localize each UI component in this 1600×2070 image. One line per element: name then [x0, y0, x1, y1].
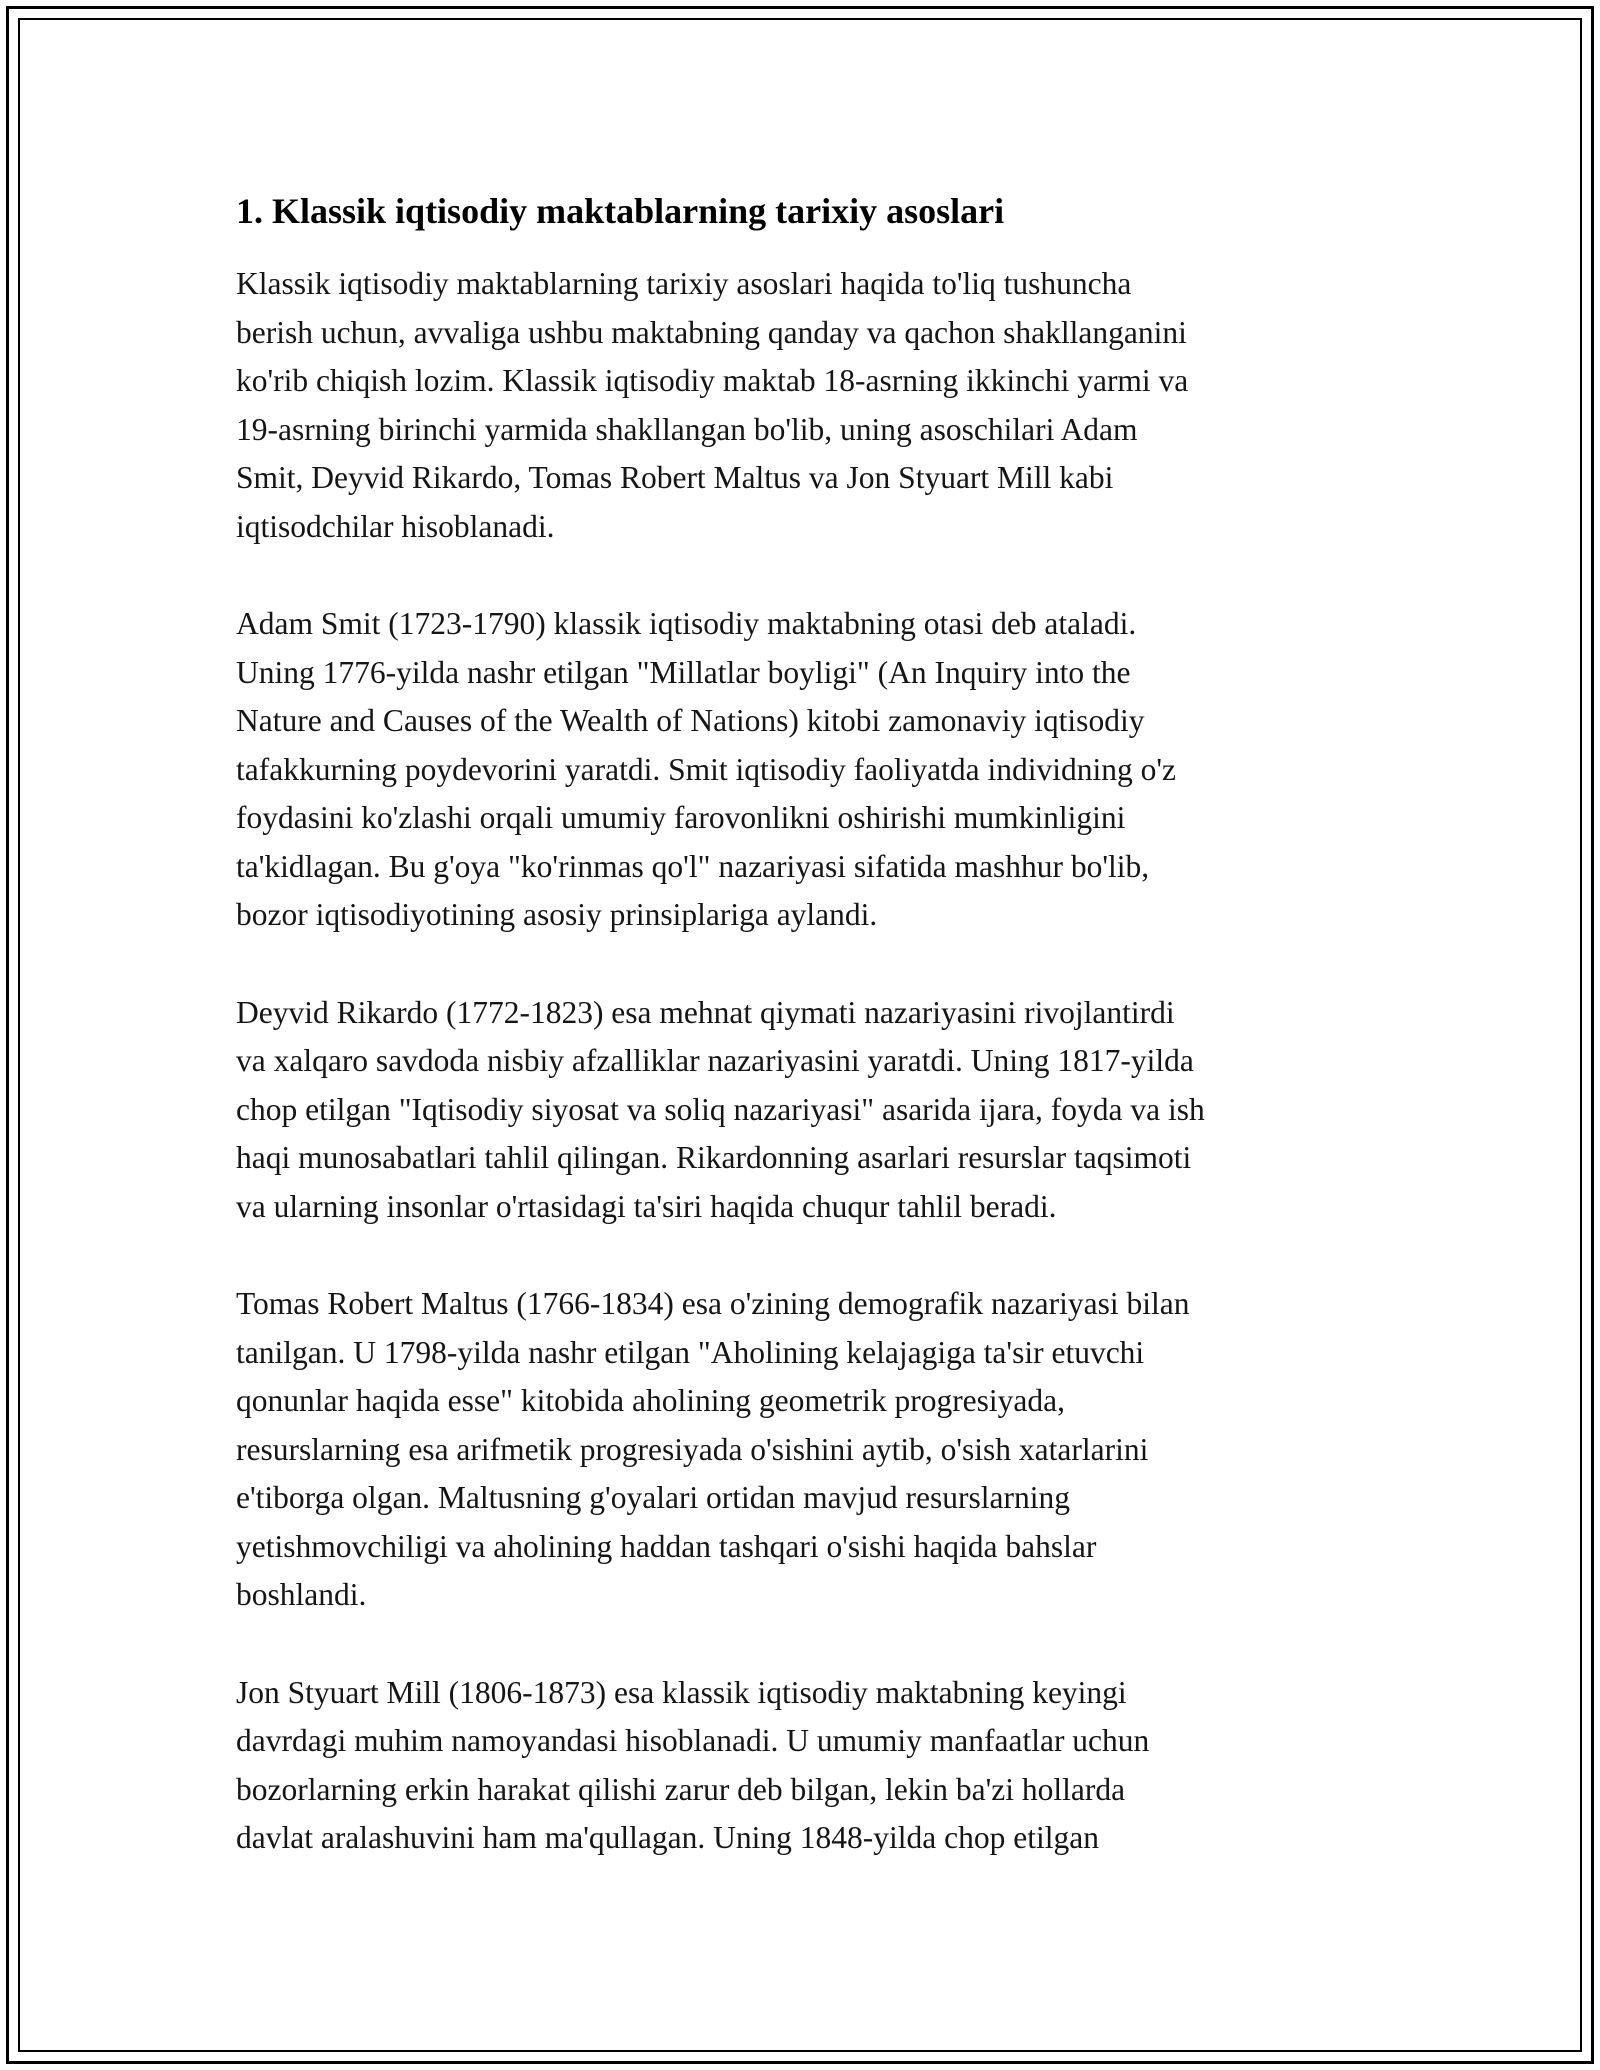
- paragraph-line: resurslarning esa arifmetik progresiyada o'sishini aytib, o'sish xatarlarini: [236, 1431, 1149, 1467]
- paragraph-line: bozor iqtisodiyotining asosiy prinsiplariga aylandi.: [236, 897, 878, 932]
- paragraph-line: haqi munosabatlari tahlil qilingan. Rikardonning asarlari resurslar taqsimoti: [236, 1140, 1192, 1175]
- paragraph: [236, 1280, 1376, 1620]
- paragraph-line: Nature and Causes of the Wealth of Nations) kitobi zamonaviy iqtisodiy: [236, 703, 1145, 738]
- paragraph-line: Adam Smit (1723-1790) klassik iqtisodiy maktabning otasi deb ataladi.: [236, 606, 1137, 641]
- paragraph-line: iqtisodchilar hisoblanadi.: [236, 508, 555, 544]
- paragraph: [236, 1669, 1376, 1863]
- paragraph: [236, 989, 1376, 1232]
- paragraph-line: berish uchun, avvaliga ushbu maktabning qanday va qachon shakllanganini: [236, 314, 1187, 350]
- paragraph-line: va xalqaro savdoda nisbiy afzalliklar nazariyasini yaratdi. Uning 1817-yilda: [236, 1043, 1194, 1078]
- paragraph-line: yetishmovchiligi va aholining haddan tashqari o'sishi haqida bahslar: [236, 1528, 1097, 1564]
- paragraph-line: va ularning insonlar o'rtasidagi ta'siri haqida chuqur tahlil beradi.: [236, 1188, 1057, 1224]
- paragraph-line: boshlandi.: [236, 1577, 367, 1612]
- paragraph-line: davrdagi muhim namoyandasi hisoblanadi. U umumiy manfaatlar uchun: [236, 1723, 1150, 1758]
- paragraph-line: tafakkurning poydevorini yaratdi. Smit iqtisodiy faoliyatda individning o'z: [236, 751, 1177, 787]
- paragraph-line: tanilgan. U 1798-yilda nashr etilgan "Aholining kelajagiga ta'sir etuvchi: [236, 1334, 1145, 1370]
- paragraph-line: chop etilgan "Iqtisodiy siyosat va soliq nazariyasi" asarida ijara, foyda va ish: [236, 1091, 1205, 1127]
- paragraph-line: Klassik iqtisodiy maktablarning tarixiy asoslari haqida to'liq tushuncha: [236, 266, 1132, 301]
- paragraph: [236, 260, 1376, 551]
- paragraph-line: Jon Styuart Mill (1806-1873) esa klassik iqtisodiy maktabning keyingi: [236, 1674, 1127, 1710]
- section-heading: 1. Klassik iqtisodiy maktablarning tarixiy asoslari: [236, 191, 1005, 231]
- document-body: [236, 186, 1376, 1912]
- paragraph-line: foydasini ko'zlashi orqali umumiy farovonlikni oshirishi mumkinligini: [236, 800, 1126, 835]
- paragraph-line: 19-asrning birinchi yarmida shakllangan bo'lib, uning asoschilari Adam: [236, 411, 1138, 447]
- paragraph-line: ta'kidlagan. Bu g'oya "ko'rinmas qo'l" nazariyasi sifatida mashhur bo'lib,: [236, 848, 1150, 884]
- paragraph-line: qonunlar haqida esse" kitobida aholining geometrik progresiyada,: [236, 1383, 1066, 1418]
- paragraph-line: Tomas Robert Maltus (1766-1834) esa o'zining demografik nazariyasi bilan: [236, 1286, 1190, 1321]
- paragraph-line: Deyvid Rikardo (1772-1823) esa mehnat qiymati nazariyasini rivojlantirdi: [236, 994, 1175, 1030]
- paragraph-line: Uning 1776-yilda nashr etilgan "Millatlar boyligi" (An Inquiry into the: [236, 654, 1131, 690]
- paragraph-line: Smit, Deyvid Rikardo, Tomas Robert Maltus va Jon Styuart Mill kabi: [236, 460, 1114, 495]
- paragraph-line: e'tiborga olgan. Maltusning g'oyalari ortidan mavjud resurslarning: [236, 1480, 1070, 1515]
- paragraph-line: bozorlarning erkin harakat qilishi zarur deb bilgan, lekin ba'zi hollarda: [236, 1771, 1126, 1807]
- paragraph-line: davlat aralashuvini ham ma'qullagan. Uning 1848-yilda chop etilgan: [236, 1820, 1099, 1855]
- paragraph: [236, 600, 1376, 940]
- paragraph-list: [236, 260, 1376, 1863]
- paragraph-line: ko'rib chiqish lozim. Klassik iqtisodiy maktab 18-asrning ikkinchi yarmi va: [236, 363, 1189, 398]
